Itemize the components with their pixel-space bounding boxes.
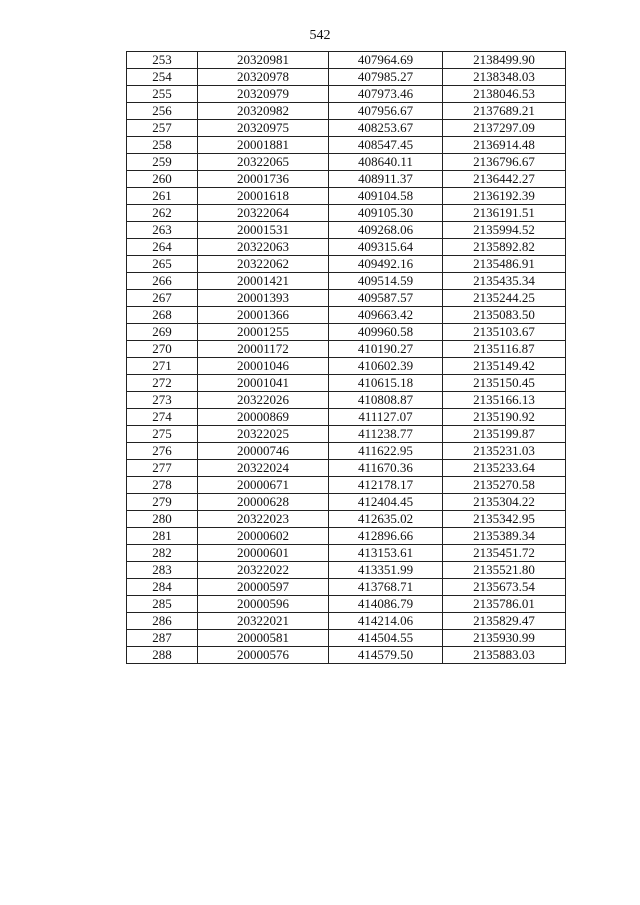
point-id-cell: 20320982	[198, 103, 329, 120]
y-coordinate-cell: 2136796.67	[443, 154, 566, 171]
table-row	[127, 460, 566, 477]
x-coordinate-cell: 411670.36	[329, 460, 443, 477]
point-number-cell: 280	[127, 511, 198, 528]
x-coordinate-cell: 409514.59	[329, 273, 443, 290]
y-coordinate-cell: 2135389.34	[443, 528, 566, 545]
point-number-cell: 266	[127, 273, 198, 290]
y-coordinate-cell: 2135199.87	[443, 426, 566, 443]
point-number-cell: 278	[127, 477, 198, 494]
point-number-cell: 263	[127, 222, 198, 239]
point-number-cell: 264	[127, 239, 198, 256]
x-coordinate-cell: 409315.64	[329, 239, 443, 256]
x-coordinate-cell: 407985.27	[329, 69, 443, 86]
point-id-cell: 20000601	[198, 545, 329, 562]
point-number-cell: 258	[127, 137, 198, 154]
y-coordinate-cell: 2135233.64	[443, 460, 566, 477]
y-coordinate-cell: 2135231.03	[443, 443, 566, 460]
table-row	[127, 239, 566, 256]
point-id-cell: 20000602	[198, 528, 329, 545]
point-id-cell: 20001046	[198, 358, 329, 375]
y-coordinate-cell: 2135103.67	[443, 324, 566, 341]
y-coordinate-cell: 2135486.91	[443, 256, 566, 273]
table-row	[127, 392, 566, 409]
x-coordinate-cell: 411127.07	[329, 409, 443, 426]
table-row	[127, 443, 566, 460]
x-coordinate-cell: 413153.61	[329, 545, 443, 562]
point-id-cell: 20322021	[198, 613, 329, 630]
point-number-cell: 255	[127, 86, 198, 103]
y-coordinate-cell: 2136191.51	[443, 205, 566, 222]
table-row	[127, 545, 566, 562]
point-id-cell: 20001531	[198, 222, 329, 239]
point-id-cell: 20320979	[198, 86, 329, 103]
point-id-cell: 20322025	[198, 426, 329, 443]
y-coordinate-cell: 2138348.03	[443, 69, 566, 86]
point-id-cell: 20000576	[198, 647, 329, 664]
point-number-cell: 273	[127, 392, 198, 409]
table-row	[127, 86, 566, 103]
point-number-cell: 261	[127, 188, 198, 205]
x-coordinate-cell: 409492.16	[329, 256, 443, 273]
table-row	[127, 171, 566, 188]
table-row	[127, 188, 566, 205]
point-id-cell: 20000671	[198, 477, 329, 494]
point-number-cell: 271	[127, 358, 198, 375]
x-coordinate-cell: 414579.50	[329, 647, 443, 664]
y-coordinate-cell: 2135083.50	[443, 307, 566, 324]
table-row	[127, 562, 566, 579]
x-coordinate-cell: 409105.30	[329, 205, 443, 222]
point-number-cell: 262	[127, 205, 198, 222]
point-number-cell: 256	[127, 103, 198, 120]
y-coordinate-cell: 2135829.47	[443, 613, 566, 630]
table-row	[127, 120, 566, 137]
point-id-cell: 20000869	[198, 409, 329, 426]
point-id-cell: 20320981	[198, 52, 329, 69]
table-row	[127, 341, 566, 358]
x-coordinate-cell: 409268.06	[329, 222, 443, 239]
y-coordinate-cell: 2138046.53	[443, 86, 566, 103]
table-row	[127, 494, 566, 511]
y-coordinate-cell: 2135190.92	[443, 409, 566, 426]
table-row	[127, 426, 566, 443]
table-row	[127, 409, 566, 426]
x-coordinate-cell: 413351.99	[329, 562, 443, 579]
point-number-cell: 269	[127, 324, 198, 341]
x-coordinate-cell: 410602.39	[329, 358, 443, 375]
x-coordinate-cell: 409587.57	[329, 290, 443, 307]
point-id-cell: 20322062	[198, 256, 329, 273]
x-coordinate-cell: 407964.69	[329, 52, 443, 69]
coordinates-table	[126, 51, 566, 664]
point-id-cell: 20001393	[198, 290, 329, 307]
point-number-cell: 279	[127, 494, 198, 511]
point-number-cell: 287	[127, 630, 198, 647]
point-id-cell: 20322024	[198, 460, 329, 477]
point-number-cell: 260	[127, 171, 198, 188]
point-id-cell: 20322063	[198, 239, 329, 256]
x-coordinate-cell: 413768.71	[329, 579, 443, 596]
x-coordinate-cell: 412896.66	[329, 528, 443, 545]
x-coordinate-cell: 407973.46	[329, 86, 443, 103]
x-coordinate-cell: 410615.18	[329, 375, 443, 392]
table-row	[127, 290, 566, 307]
x-coordinate-cell: 408547.45	[329, 137, 443, 154]
point-number-cell: 272	[127, 375, 198, 392]
y-coordinate-cell: 2135342.95	[443, 511, 566, 528]
y-coordinate-cell: 2135451.72	[443, 545, 566, 562]
x-coordinate-cell: 408640.11	[329, 154, 443, 171]
point-number-cell: 276	[127, 443, 198, 460]
point-id-cell: 20322022	[198, 562, 329, 579]
table-body	[127, 52, 566, 664]
y-coordinate-cell: 2135244.25	[443, 290, 566, 307]
table-row	[127, 52, 566, 69]
table-row	[127, 324, 566, 341]
point-id-cell: 20322065	[198, 154, 329, 171]
point-number-cell: 259	[127, 154, 198, 171]
y-coordinate-cell: 2135166.13	[443, 392, 566, 409]
y-coordinate-cell: 2135673.54	[443, 579, 566, 596]
table-row	[127, 273, 566, 290]
point-id-cell: 20000596	[198, 596, 329, 613]
y-coordinate-cell: 2135786.01	[443, 596, 566, 613]
point-id-cell: 20000597	[198, 579, 329, 596]
y-coordinate-cell: 2135116.87	[443, 341, 566, 358]
y-coordinate-cell: 2135892.82	[443, 239, 566, 256]
x-coordinate-cell: 410808.87	[329, 392, 443, 409]
table-row	[127, 613, 566, 630]
x-coordinate-cell: 412635.02	[329, 511, 443, 528]
point-number-cell: 253	[127, 52, 198, 69]
y-coordinate-cell: 2136442.27	[443, 171, 566, 188]
point-id-cell: 20001881	[198, 137, 329, 154]
x-coordinate-cell: 412404.45	[329, 494, 443, 511]
point-id-cell: 20000581	[198, 630, 329, 647]
y-coordinate-cell: 2135304.22	[443, 494, 566, 511]
table-row	[127, 596, 566, 613]
table-row	[127, 103, 566, 120]
x-coordinate-cell: 414214.06	[329, 613, 443, 630]
x-coordinate-cell: 412178.17	[329, 477, 443, 494]
x-coordinate-cell: 414086.79	[329, 596, 443, 613]
point-id-cell: 20322064	[198, 205, 329, 222]
x-coordinate-cell: 411622.95	[329, 443, 443, 460]
table-row	[127, 307, 566, 324]
x-coordinate-cell: 409960.58	[329, 324, 443, 341]
point-number-cell: 283	[127, 562, 198, 579]
page-number: 542	[309, 28, 331, 43]
point-id-cell: 20001255	[198, 324, 329, 341]
x-coordinate-cell: 414504.55	[329, 630, 443, 647]
point-id-cell: 20320978	[198, 69, 329, 86]
point-number-cell: 254	[127, 69, 198, 86]
x-coordinate-cell: 408253.67	[329, 120, 443, 137]
point-number-cell: 267	[127, 290, 198, 307]
table-row	[127, 630, 566, 647]
point-number-cell: 265	[127, 256, 198, 273]
y-coordinate-cell: 2135930.99	[443, 630, 566, 647]
table-row	[127, 375, 566, 392]
table-row	[127, 222, 566, 239]
y-coordinate-cell: 2135521.80	[443, 562, 566, 579]
x-coordinate-cell: 411238.77	[329, 426, 443, 443]
x-coordinate-cell: 407956.67	[329, 103, 443, 120]
point-number-cell: 270	[127, 341, 198, 358]
y-coordinate-cell: 2136192.39	[443, 188, 566, 205]
y-coordinate-cell: 2135150.45	[443, 375, 566, 392]
x-coordinate-cell: 410190.27	[329, 341, 443, 358]
table-row	[127, 647, 566, 664]
point-id-cell: 20322023	[198, 511, 329, 528]
point-id-cell: 20322026	[198, 392, 329, 409]
x-coordinate-cell: 408911.37	[329, 171, 443, 188]
point-id-cell: 20001366	[198, 307, 329, 324]
point-number-cell: 286	[127, 613, 198, 630]
table-row	[127, 69, 566, 86]
point-id-cell: 20320975	[198, 120, 329, 137]
y-coordinate-cell: 2138499.90	[443, 52, 566, 69]
table-row	[127, 154, 566, 171]
table-row	[127, 137, 566, 154]
table-row	[127, 358, 566, 375]
table-row	[127, 528, 566, 545]
point-number-cell: 288	[127, 647, 198, 664]
point-number-cell: 277	[127, 460, 198, 477]
point-id-cell: 20000746	[198, 443, 329, 460]
point-id-cell: 20001041	[198, 375, 329, 392]
point-id-cell: 20001421	[198, 273, 329, 290]
point-id-cell: 20001172	[198, 341, 329, 358]
table-row	[127, 477, 566, 494]
point-number-cell: 282	[127, 545, 198, 562]
y-coordinate-cell: 2135149.42	[443, 358, 566, 375]
point-number-cell: 284	[127, 579, 198, 596]
y-coordinate-cell: 2135270.58	[443, 477, 566, 494]
point-number-cell: 268	[127, 307, 198, 324]
y-coordinate-cell: 2137297.09	[443, 120, 566, 137]
table-row	[127, 511, 566, 528]
y-coordinate-cell: 2135994.52	[443, 222, 566, 239]
y-coordinate-cell: 2135883.03	[443, 647, 566, 664]
y-coordinate-cell: 2135435.34	[443, 273, 566, 290]
point-id-cell: 20001618	[198, 188, 329, 205]
point-id-cell: 20000628	[198, 494, 329, 511]
table-row	[127, 256, 566, 273]
x-coordinate-cell: 409663.42	[329, 307, 443, 324]
point-number-cell: 275	[127, 426, 198, 443]
point-id-cell: 20001736	[198, 171, 329, 188]
point-number-cell: 285	[127, 596, 198, 613]
point-number-cell: 257	[127, 120, 198, 137]
point-number-cell: 274	[127, 409, 198, 426]
table-row	[127, 579, 566, 596]
y-coordinate-cell: 2136914.48	[443, 137, 566, 154]
y-coordinate-cell: 2137689.21	[443, 103, 566, 120]
x-coordinate-cell: 409104.58	[329, 188, 443, 205]
table-row	[127, 205, 566, 222]
point-number-cell: 281	[127, 528, 198, 545]
